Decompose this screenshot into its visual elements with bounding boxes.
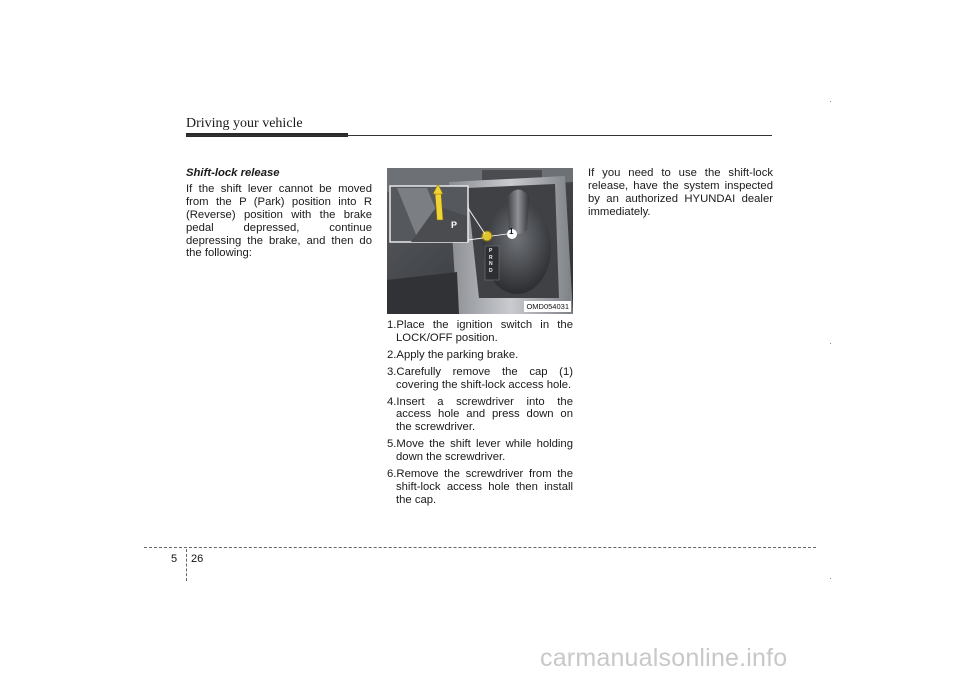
footer-divider (186, 549, 187, 581)
left-column (186, 167, 372, 260)
shift-lever-figure (387, 168, 573, 314)
steps-list (387, 319, 573, 507)
section-subheading: Shift-lock release (186, 167, 280, 179)
steps-column (387, 319, 573, 511)
gear-letter-d: D (489, 267, 493, 274)
shift-lever-illustration (387, 168, 573, 314)
intro-paragraph: If the shift lever cannot be moved from the P (Park) position into R (Reverse) position with the brake pedal depressed, continue depressing the brake, and then do the following: (186, 182, 372, 260)
callout-number: 1 (509, 227, 514, 236)
step-item: 4.Insert a screwdriver into the access hole and press down on the screwdriver. (387, 395, 573, 434)
gear-letter-p: P (489, 248, 493, 254)
step-item: 1.Place the ignition switch in the LOCK/OFF position. (387, 319, 573, 344)
right-column (588, 167, 773, 219)
header-rule (186, 135, 772, 136)
page-number: 26 (191, 553, 204, 565)
step-item: 6.Remove the screwdriver from the shift-lock access hole then install the cap. (387, 468, 573, 506)
chapter-number: 5 (171, 553, 178, 565)
step-item: 2.Apply the parking brake. (387, 348, 519, 361)
step-item: 5.Move the shift lever while holding down the screwdriver. (387, 438, 573, 464)
crop-mark (830, 101, 831, 102)
figure-code: OMD054031 (526, 302, 569, 311)
site-watermark: carmanualsonline.info (540, 644, 788, 672)
inspection-paragraph: If you need to use the shift-lock release, have the system inspected by an authorized HYUNDAI dealer immediately. (588, 167, 773, 218)
gear-indicator (489, 248, 493, 274)
footer-rule (144, 547, 816, 548)
gear-letter-n: N (489, 261, 493, 268)
page-header-title: Driving your vehicle (186, 116, 303, 131)
gear-letter-r: R (489, 254, 493, 261)
crop-mark (830, 343, 831, 344)
inset-gear-letter: P (451, 220, 458, 230)
step-item: 3.Carefully remove the cap (1) covering the shift-lock access hole. (387, 365, 573, 391)
crop-mark (830, 578, 831, 579)
